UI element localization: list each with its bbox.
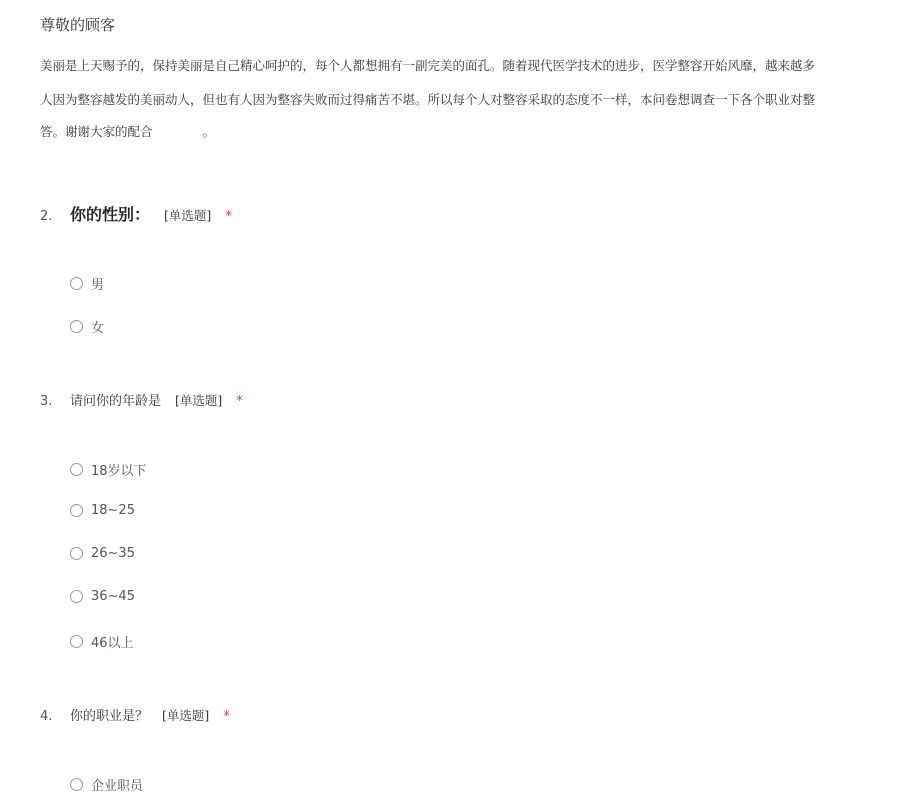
radio-button[interactable] [70,547,83,560]
option-label[interactable]: 女 [91,321,105,336]
option-label[interactable]: 18~25 [91,503,135,518]
option-age-26-35[interactable] [70,546,135,561]
option-label[interactable]: 企业职员 [91,779,144,794]
intro-line-3-end: 。 [202,124,216,139]
intro-line-1: 美丽是上天赐予的，保持美丽是自己精心呵护的，每个人都想拥有一副完美的面孔。随着现代医学技术的进步，医学整容开始风靡，越来越多 [40,58,816,73]
option-label[interactable]: 18岁以下 [91,464,147,479]
option-gender-female[interactable] [70,317,104,336]
option-label[interactable]: 男 [91,278,105,293]
radio-button[interactable] [70,778,83,791]
radio-button[interactable] [70,463,83,476]
required-asterisk: * [236,394,243,409]
question-title: 你的性别： [70,205,151,224]
question-gender [40,202,232,225]
option-age-under-18[interactable] [70,460,147,479]
intro-line-2: 人因为整容越发的美丽动人，但也有人因为整容失败而过得痛苦不堪。所以每个人对整容采取的态度不一样，本问卷想调查一下各个职业对整 [40,92,816,107]
radio-button[interactable] [70,590,83,603]
required-asterisk: * [223,709,230,724]
question-number: 4. [40,709,53,724]
question-occupation [40,705,230,724]
question-type-label: [单选题] [175,393,223,408]
option-label[interactable]: 36~45 [91,589,135,604]
option-label[interactable]: 46以上 [91,636,134,651]
question-age [40,390,243,409]
radio-button[interactable] [70,635,83,648]
radio-button[interactable] [70,504,83,517]
option-label[interactable]: 26~35 [91,546,135,561]
option-age-46-plus[interactable] [70,632,134,651]
radio-button[interactable] [70,277,83,290]
intro-line-3-text: 答。谢谢大家的配合 [40,124,153,139]
question-number: 3. [40,394,53,409]
question-number: 2. [40,209,53,224]
question-title: 你的职业是？ [70,709,149,724]
option-age-36-45[interactable] [70,589,135,604]
question-title: 请问你的年龄是 [70,394,162,409]
intro-line-3 [40,122,215,140]
greeting-heading: 尊敬的顾客 [40,16,116,34]
question-type-label: [单选题] [162,708,210,723]
option-gender-male[interactable] [70,274,104,293]
required-asterisk: * [225,209,232,224]
option-age-18-25[interactable] [70,503,135,518]
option-occupation-employee[interactable] [70,775,143,794]
radio-button[interactable] [70,320,83,333]
question-type-label: [单选题] [164,208,212,223]
